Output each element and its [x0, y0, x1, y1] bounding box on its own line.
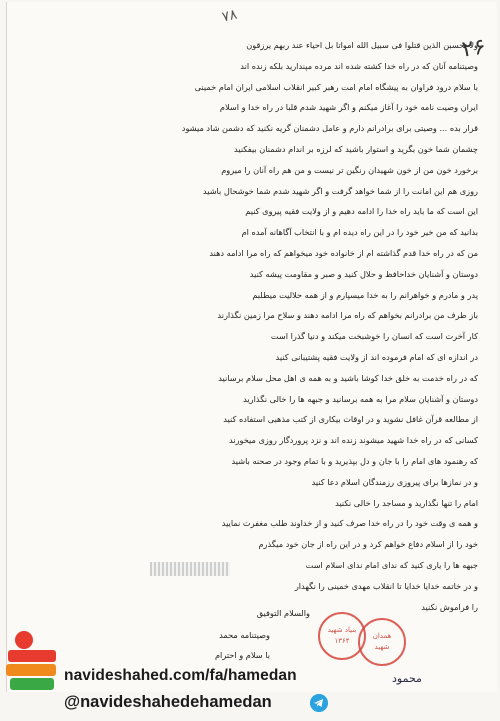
watermark-url[interactable]: navideshahed.com/fa/hamedan	[64, 667, 297, 684]
handwritten-line: که رهنمود های امام را با جان و دل بپذیرید و با تمام وجود در صحنه باشید	[231, 456, 478, 466]
handwritten-line: خود را از اسلام دفاع خواهم کرد و در این راه از جان خود میگذرم	[258, 539, 478, 550]
handwritten-line: دوستان و آشنایان سلام مرا به همه برسانید و جبهه ها را خالی نگذارید	[243, 393, 478, 404]
stamp	[358, 618, 406, 666]
telegram-icon[interactable]	[310, 694, 328, 712]
signature: محمود	[392, 672, 422, 685]
handwritten-line: قرار بده ... وصیتی برای برادرانم دارم و عامل دشمنان گریه نکنید که دشمن شاد میشود	[181, 123, 478, 134]
stamp-text: ۱۳۶۴	[334, 637, 350, 645]
handwritten-line: از مطالعه قرآن غافل نشوید و در اوقات بیکاری از کتب مذهبی استفاده کنید	[223, 414, 478, 425]
handwritten-line: پدر و مادرم و خواهرانم را به خدا میسپارم و از همه حلالیت میطلبم	[252, 289, 478, 300]
top-mark: ۷۸	[220, 6, 239, 26]
handwritten-line: کسانی که در راه خدا شهید میشوند زنده اند و نزد پروردگار روزی میخورند	[229, 435, 478, 446]
handwritten-line: را فراموش نکنید	[421, 601, 478, 612]
handwritten-line: روزی هم این امانت را از شما خواهد گرفت و اگر شهید شدم شما خوشحال باشید	[202, 185, 478, 196]
watermark-handle[interactable]: @navideshahedehamedan	[64, 693, 272, 711]
handwritten-line: وصیتنامه آنان که در راه خدا کشته شده اند مرده مپندارید بلکه زنده اند	[240, 60, 478, 71]
handwritten-line: باز طرف من برادرانم بخواهم که راه مرا ادامه دهند و سلاح مرا زمین نگذارند	[217, 310, 478, 321]
handwritten-line: کار آخرت است که انسان را خوشبخت میکند و دنیا گذرا است	[270, 331, 478, 342]
navideshahed-logo-icon	[2, 630, 60, 694]
handwritten-line: ایران وصیت نامه خود را آغاز میکنم و اگر شهید شدم قلبا در راه خدا و اسلام	[219, 102, 478, 113]
handwritten-line: و در خاتمه خدایا خدایا تا انقلاب مهدی خمینی را نگهدار	[294, 580, 478, 591]
stamp-text: بنیاد شهید	[327, 626, 357, 634]
redacted-area	[150, 562, 230, 576]
handwritten-line: که در راه خدمت به خلق خدا کوشا باشید و به همه ی اهل محل سلام برسانید	[218, 372, 478, 383]
closing-line: والسلام التوفیق	[256, 608, 310, 618]
stamp-text: همدان	[372, 632, 392, 640]
handwritten-line: و در نمازها برای پیروزی رزمندگان اسلام دعا کنید	[311, 476, 478, 487]
closing-line: با سلام و احترام	[214, 650, 270, 660]
handwritten-line: با سلام درود فراوان به پیشگاه امام امت رهبر کبیر انقلاب اسلامی ایران امام خمینی	[194, 81, 478, 92]
handwritten-line: ولا تحسبن الذین قتلوا فی سبیل الله امواتا بل احیاء عند ربهم یرزقون	[246, 40, 478, 50]
handwritten-line: و همه ی وقت خود را در راه خدا صرف کنید و از خداوند طلب مغفرت نمایید	[221, 518, 478, 529]
handwritten-line: جبهه ها را یاری کنید که ندای امام ندای اسلام است	[305, 560, 478, 570]
handwritten-line: امام را تنها نگذارید و مساجد را خالی نکنید	[335, 497, 478, 508]
closing-line: وصیتنامه محمد	[219, 630, 270, 640]
handwritten-line: دوستان و آشنایان خداحافظ و حلال کنید و صبر و مقاومت پیشه کنید	[249, 268, 478, 279]
handwritten-line: چشمان شما خون بگرید و استوار باشید که لرزه بر اندام دشمنان بیفکنید	[234, 144, 478, 154]
handwritten-line: من که در راه خدا قدم گذاشته ام از خانواده خود میخواهم که راه مرا ادامه دهند	[209, 248, 478, 258]
handwritten-line: در اندازه ای که امام فرموده اند از ولایت فقیه پشتیبانی کنید	[275, 352, 478, 362]
handwritten-line: برخورد خون من از خون شهیدان رنگین تر نیست و من هم راه آنان را میروم	[221, 164, 478, 175]
stamp-text: شهید	[374, 643, 390, 651]
handwritten-line: این است که ما باید راه خدا را ادامه دهیم و از ولایت فقیه پیروی کنیم	[245, 206, 478, 217]
handwritten-line: بدانید که من خیر خود را در این راه دیده ام و با انتخاب آگاهانه آمده ام	[241, 227, 478, 238]
page-number: ۲۶	[460, 34, 488, 63]
